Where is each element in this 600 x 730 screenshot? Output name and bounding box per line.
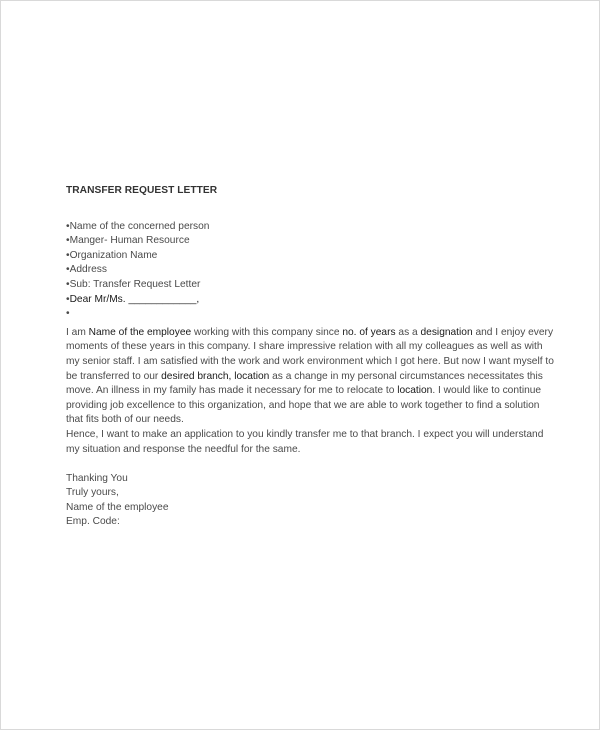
- letter-title: TRANSFER REQUEST LETTER: [66, 185, 218, 196]
- body-line: moments of these years in this company. I share impressive relation with all my colleagues as well as with: [66, 341, 543, 353]
- body-line: providing job excellence to this organization, and hope that we are able to work together to find a solution: [66, 399, 540, 411]
- branch-placeholder: desired branch, location: [161, 370, 270, 382]
- designation-placeholder: designation: [420, 326, 473, 338]
- subject-line: •Sub: Transfer Request Letter: [66, 278, 201, 290]
- body-line: I am Name of the employee working with this company since no. of years as a designation and I enjoy every: [66, 326, 554, 338]
- address-line: •Name of the concerned person: [66, 220, 210, 232]
- address-block: [66, 220, 551, 322]
- location-placeholder: location: [397, 385, 433, 397]
- bullet-icon: •: [66, 264, 70, 276]
- employee-name-placeholder: Name of the employee: [88, 326, 192, 338]
- body-line: move. An illness in my family has made it necessary for me to relocate to location. I would like to continue: [66, 385, 542, 397]
- address-line: •Manger- Human Resource: [66, 235, 190, 247]
- bullet-icon: •: [66, 235, 70, 247]
- letter-content: [66, 184, 554, 530]
- address-line: •Organization Name: [66, 249, 158, 261]
- bullet-icon: •: [66, 278, 70, 290]
- bullet-icon: •: [66, 308, 70, 320]
- address-line: •Address: [66, 264, 107, 276]
- body-line: Hence, I want to make an application to you kindly transfer me to that branch. I expect you will understand: [66, 428, 544, 440]
- letter-body: [66, 326, 554, 457]
- body-line: that fits both of our needs.: [66, 414, 184, 426]
- closing-sign-off: Truly yours,: [66, 487, 119, 499]
- body-line: be transferred to our desired branch, location as a change in my personal circumstances necessitates this: [66, 370, 543, 382]
- closing-thanks: Thanking You: [66, 472, 128, 484]
- bullet-icon: •: [66, 249, 70, 261]
- empty-bullet-line: [66, 307, 551, 322]
- salutation-line: •Dear Mr/Ms. ____________,: [66, 293, 200, 305]
- closing-name: Name of the employee: [66, 501, 169, 513]
- closing-emp-code: Emp. Code:: [66, 516, 120, 528]
- body-line: my senior staff. I am satisfied with the work and work environment which I got here. But now I want myself to: [66, 355, 554, 367]
- body-line: my situation and response the needful for the same.: [66, 443, 301, 455]
- closing-block: [66, 472, 551, 530]
- bullet-icon: •: [66, 220, 70, 232]
- bullet-icon: •: [66, 293, 70, 305]
- years-placeholder: no. of years: [342, 326, 396, 338]
